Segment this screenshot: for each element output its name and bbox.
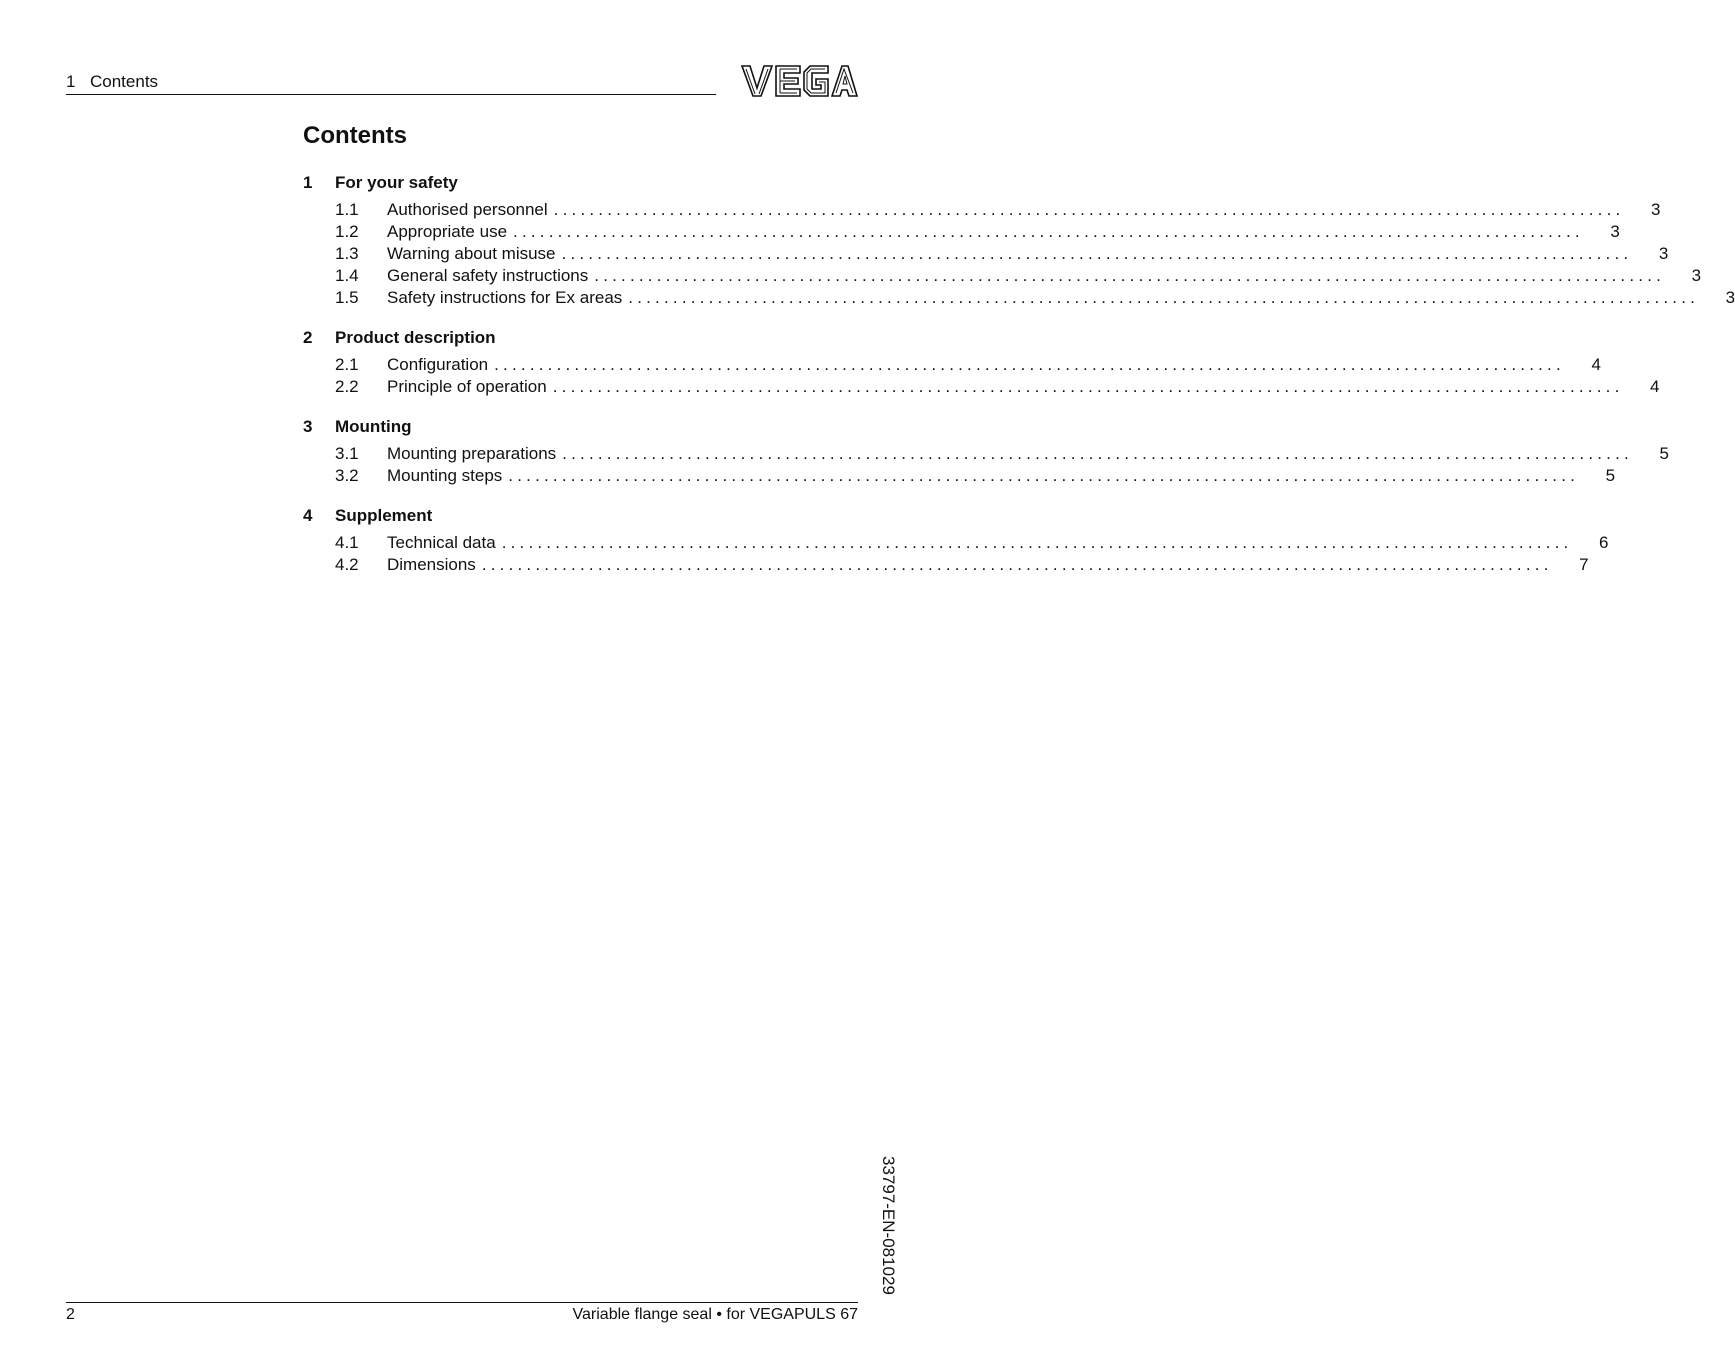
- toc-entry-number: 1.4: [335, 266, 359, 285]
- toc-entry-page: 3: [1610, 222, 1620, 241]
- toc-entry[interactable]: [303, 443, 1669, 465]
- toc-dot-leader: ........................................................................................................................: [481, 555, 1553, 574]
- toc-section: [303, 326, 1660, 398]
- toc-section: [303, 415, 1669, 487]
- toc-entry-page: 5: [1605, 466, 1616, 485]
- toc-entry-page: 4: [1650, 377, 1660, 396]
- toc-dot-leader: ........................................................................................................................: [494, 355, 1565, 374]
- header-rule: [66, 94, 716, 95]
- toc-section-number: 1: [303, 173, 313, 192]
- toc-entry[interactable]: [303, 221, 1620, 243]
- toc-section: [303, 504, 1609, 576]
- toc-dot-leader: ........................................................................................................................: [594, 266, 1666, 285]
- toc-dot-leader: ........................................................................................................................: [628, 288, 1700, 307]
- toc-entry-number: 1.2: [335, 222, 359, 241]
- toc-entry-number: 2.2: [335, 377, 359, 396]
- toc-entry-number: 3.1: [335, 444, 359, 463]
- header-chapter-number: 1: [66, 72, 76, 91]
- vega-logo: [740, 64, 858, 98]
- toc-section-heading[interactable]: [303, 326, 858, 349]
- toc-entry-number: 4.2: [335, 555, 359, 574]
- toc-entry-title: Principle of operation: [387, 377, 547, 396]
- toc-dot-leader: ........................................................................................................................: [552, 377, 1624, 396]
- toc-section-number: 3: [303, 417, 313, 436]
- toc-section-title: Product description: [335, 328, 496, 347]
- toc-entry-title: Mounting steps: [387, 466, 503, 485]
- toc-entry-number: 1.5: [335, 288, 359, 307]
- toc-entry-page: 3: [1650, 200, 1661, 219]
- toc-section-heading[interactable]: [303, 171, 858, 194]
- toc-entry[interactable]: [303, 465, 1616, 487]
- toc-entry-number: 2.1: [335, 355, 359, 374]
- toc-section: [303, 171, 1735, 309]
- toc-entry-page: 3: [1658, 244, 1669, 263]
- toc-entry-title: Appropriate use: [387, 222, 508, 241]
- toc-entry[interactable]: [303, 554, 1589, 576]
- toc-entry-page: 3: [1725, 288, 1735, 307]
- toc-entry-page: 3: [1691, 266, 1702, 285]
- toc-entry-title: Mounting preparations: [387, 444, 557, 463]
- toc-entry-title: Safety instructions for Ex areas: [387, 288, 623, 307]
- toc-section-number: 4: [303, 506, 313, 525]
- toc-entry-number: 3.2: [335, 466, 359, 485]
- document-code: 33797-EN-081029: [879, 1156, 898, 1295]
- toc-entry[interactable]: [303, 199, 1661, 221]
- toc-dot-leader: ........................................................................................................................: [501, 533, 1573, 552]
- toc-entry-number: 1.1: [335, 200, 359, 219]
- header-chapter-title: Contents: [90, 72, 159, 91]
- toc-entry-title: Dimensions: [387, 555, 476, 574]
- table-of-contents: [303, 171, 1735, 593]
- toc-entry-number: 1.3: [335, 244, 359, 263]
- toc-entry[interactable]: [303, 243, 1669, 265]
- toc-section-title: Supplement: [335, 506, 433, 525]
- toc-entry-title: General safety instructions: [387, 266, 589, 285]
- toc-section-number: 2: [303, 328, 313, 347]
- running-header: [66, 72, 158, 92]
- toc-section-title: Mounting: [335, 417, 412, 436]
- toc-entry-number: 4.1: [335, 533, 359, 552]
- toc-entry-title: Configuration: [387, 355, 489, 374]
- toc-entry-title: Authorised personnel: [387, 200, 548, 219]
- toc-section-heading[interactable]: [303, 504, 858, 527]
- toc-section-title: For your safety: [335, 173, 458, 192]
- toc-entry-page: 6: [1599, 533, 1609, 552]
- footer-page-number: 2: [66, 1306, 75, 1323]
- toc-entry-page: 4: [1591, 355, 1601, 374]
- toc-entry[interactable]: [303, 354, 1601, 376]
- footer-document-title: Variable flange seal • for VEGAPULS 67: [572, 1306, 858, 1323]
- toc-dot-leader: ........................................................................................................................: [562, 444, 1633, 463]
- page-title: Contents: [303, 122, 407, 149]
- toc-entry-title: Technical data: [387, 533, 496, 552]
- toc-entry[interactable]: [303, 376, 1660, 398]
- toc-entry-page: 5: [1659, 444, 1669, 463]
- toc-dot-leader: ........................................................................................................................: [561, 244, 1633, 263]
- toc-entry[interactable]: [303, 287, 1735, 309]
- toc-dot-leader: ........................................................................................................................: [553, 200, 1625, 219]
- toc-dot-leader: ........................................................................................................................: [508, 466, 1580, 485]
- footer-rule: [66, 1302, 858, 1303]
- toc-entry[interactable]: [303, 265, 1702, 287]
- toc-section-heading[interactable]: [303, 415, 858, 438]
- toc-dot-leader: ........................................................................................................................: [513, 222, 1584, 241]
- toc-entry-title: Warning about misuse: [387, 244, 556, 263]
- toc-entry-page: 7: [1579, 555, 1589, 574]
- toc-entry[interactable]: [303, 532, 1609, 554]
